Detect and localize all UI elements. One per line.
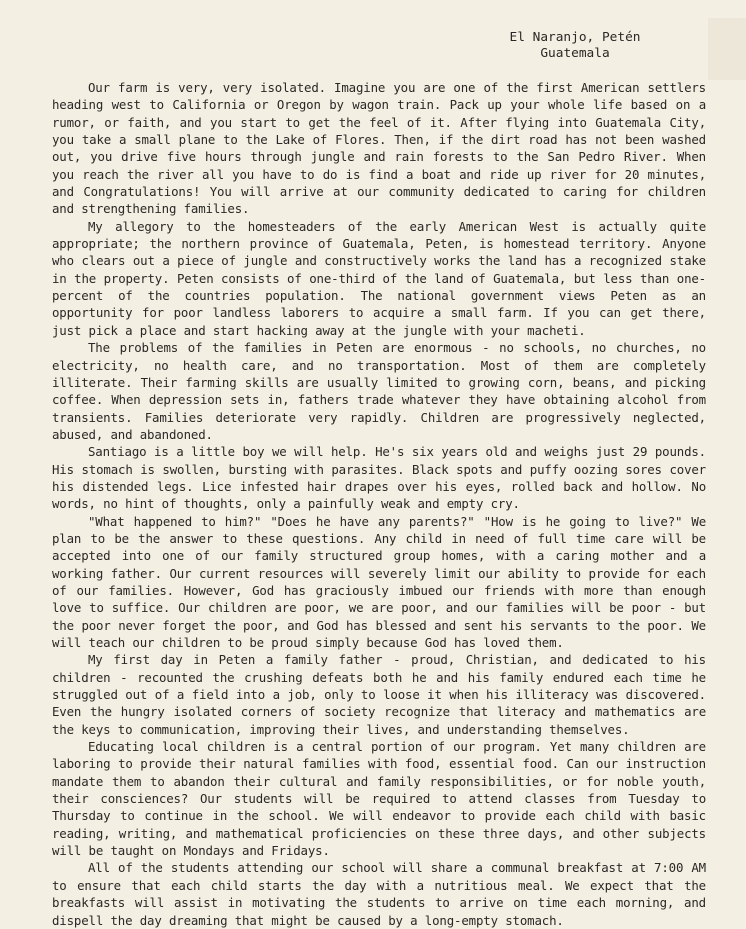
paragraph-questions: "What happened to him?" "Does he have any parents?" "How is he going to live?" We plan to be the answer to these questions. Any child in need of full time care will be accepted into one of our family structured group homes, with a caring mother and a working father. Our current resources will severely limit our ability to provide for each of our families. However, God has graciously imbued our friends with more than enough love to suffice. Our children are poor, we are poor, and our families will be poor - but the poor never forget the poor, and God has blessed and sent his servants to the poor. We will teach our children to be proud simply because God has loved them. [52,513,706,650]
paragraph-santiago: Santiago is a little boy we will help. He's six years old and weighs just 29 pounds. His stomach is swollen, bursting with parasites. Black spots and puffy oozing sores cover his distended legs. Lice infested hair drapes over his eyes, rolled back and hollow. No words, no hint of thoughts, only a painfully weak and empty cry. [52,444,706,512]
address-block [470,30,680,62]
address-line-country: Guatemala [540,46,610,61]
address-line-city: El Naranjo, Petén [509,30,641,45]
paragraph-isolation: Our farm is very, very isolated. Imagine you are one of the first American settlers heading west to California or Oregon by wagon train. Pack up your whole life based on a rumor, or faith, and you start to get the feel of it. After flying into Guatemala City, you take a small plane to the Lake of Flores. Then, if the dirt road has not been washed out, you drive five hours through jungle and rain forests to the San Pedro River. When you reach the river all you have to do is find a boat and ride up river for 20 minutes, and Congratulations! You will arrive at our community dedicated to caring for children and strengthening families. [52,80,706,217]
paragraph-breakfast: All of the students attending our school will share a communal breakfast at 7:00 AM to ensure that each child starts the day with a nutritious meal. We expect that the breakfasts will assist in motivating the students to arrive on time each morning, and dispell the day dreaming that might be caused by a long-empty stomach. [52,860,706,928]
paragraph-family-father: My first day in Peten a family father - proud, Christian, and dedicated to his children - recounted the crushing defeats both he and his family endured each time he struggled out of a field into a job, only to loose it when his illiteracy was discovered. Even the hungry isolated corners of society recognize that literacy and mathematics are the keys to communication, improving their lives, and understanding themselves. [52,652,706,737]
paragraph-problems: The problems of the families in Peten are enormous - no schools, no churches, no electricity, no health care, and no transportation. Most of them are completely illiterate. Their farming skills are usually limited to growing corn, beans, and picking coffee. When depression sets in, fathers trade whatever they have obtaining alcohol from transients. Families deteriorate very rapidly. Children are progressively neglected, abused, and abandoned. [52,340,706,442]
letter-body [52,79,706,929]
paragraph-education: Educating local children is a central portion of our program. Yet many children are laboring to provide their natural families with food, essential food. Can our instruction mandate them to abandon their cultural and family responsibilities, or for noble youth, their consciences? Our students will be required to attend classes from Tuesday to Thursday to continue in the school. We will endeavor to provide each child with basic reading, writing, and mathematical proficiencies on these three days, and other subjects will be taught on Mondays and Fridays. [52,739,706,859]
paper-shadow [708,18,746,80]
paragraph-homesteaders: My allegory to the homesteaders of the early American West is actually quite appropriate; the northern province of Guatemala, Peten, is homestead territory. Anyone who clears out a piece of jungle and constructively works the land has a recognized stake in the property. Peten consists of one-third of the land of Guatemala, but less than one-percent of the countries population. The national government views Peten as an opportunity for poor landless laborers to acquire a small farm. If you can get there, just pick a place and start hacking away at the jungle with your macheti. [52,218,706,338]
